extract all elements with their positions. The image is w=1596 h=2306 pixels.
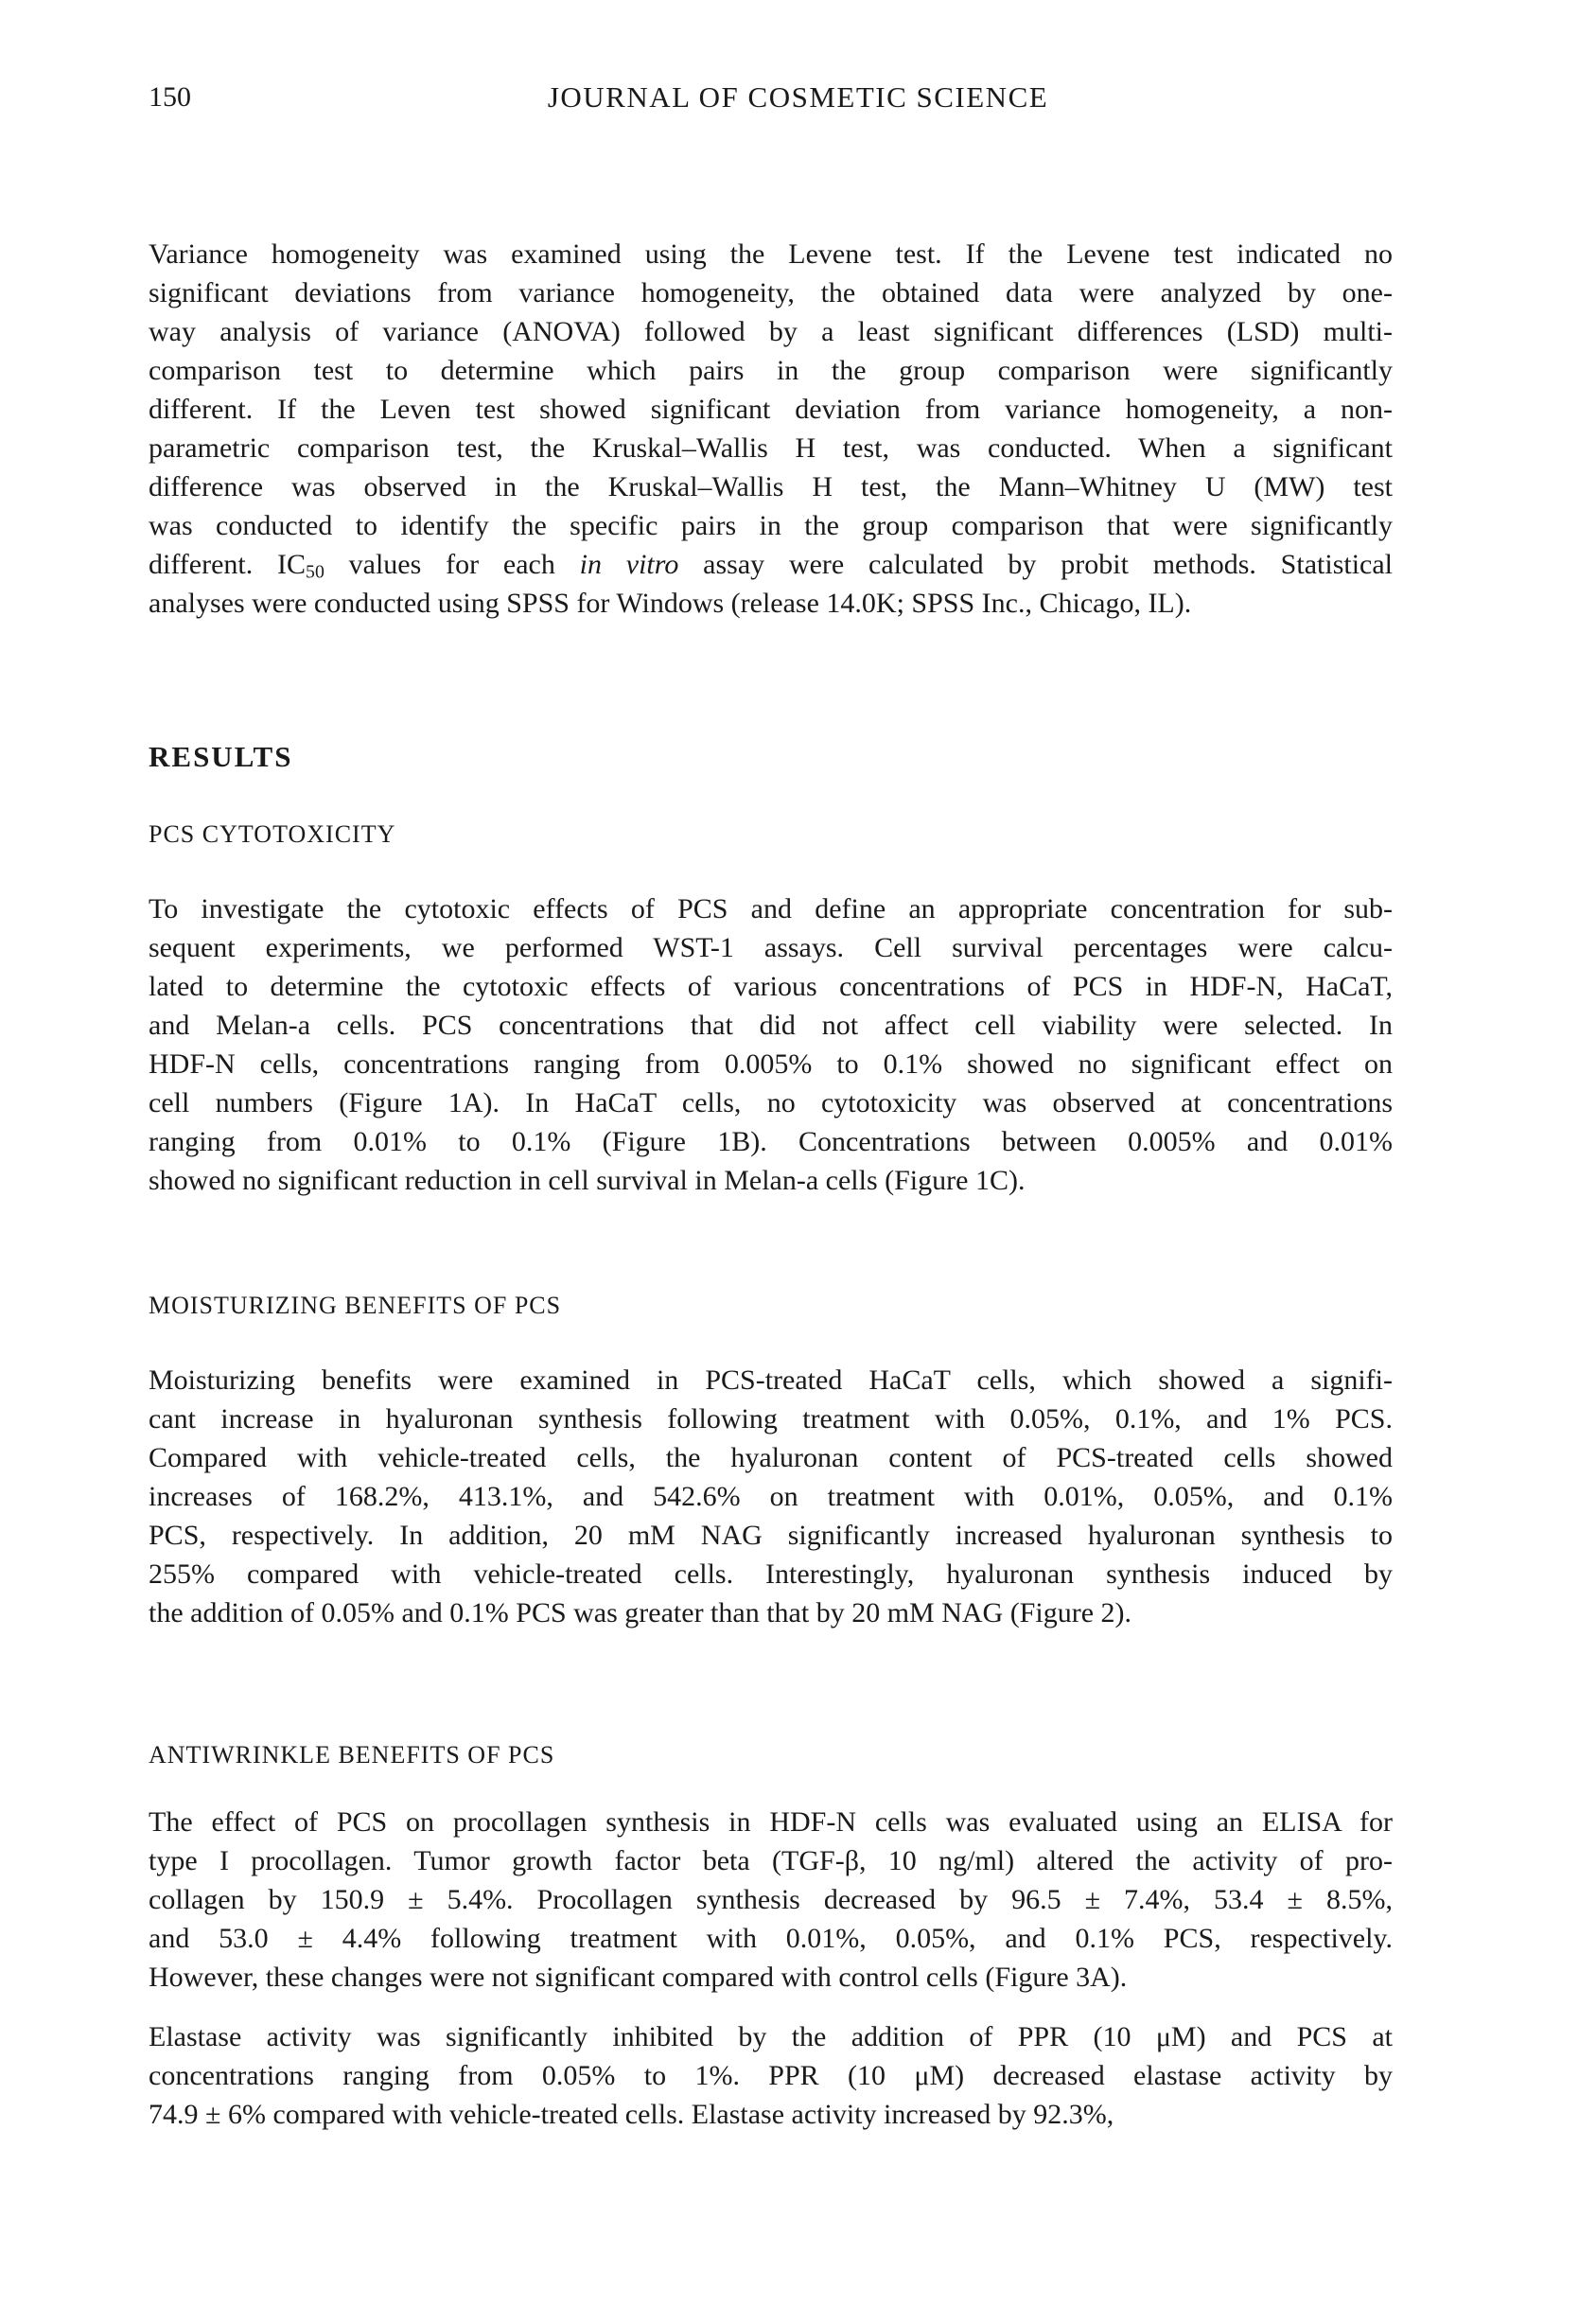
text-line: and 53.0 ± 4.4% following treatment with 0.01%, 0.05%, and 0.1% PCS, respectively. [149,1923,1393,1954]
running-head: JOURNAL OF COSMETIC SCIENCE [547,80,1049,114]
text-line: To investigate the cytotoxic effects of PCS and define an appropriate concentration for sub- [149,893,1393,924]
text-line: collagen by 150.9 ± 5.4%. Procollagen synthesis decreased by 96.5 ± 7.4%, 53.4 ± 8.5%, [149,1884,1393,1915]
text-line: increases of 168.2%, 413.1%, and 542.6% on treatment with 0.01%, 0.05%, and 0.1% [149,1481,1393,1512]
paragraph-pcs-cytotoxicity [149,889,1393,1200]
text-line: comparison test to determine which pairs in the group comparison were significantly [149,355,1393,386]
paragraph-antiwrinkle-procollagen [149,1803,1393,1997]
subheading-pcs-cytotoxicity: PCS CYTOTOXICITY [149,820,396,848]
page-number: 150 [149,81,191,113]
plain-text: different. IC [149,549,307,580]
paragraph-antiwrinkle-elastase [149,2017,1393,2134]
text-line: Variance homogeneity was examined using the Levene test. If the Levene test indicated no [149,238,1393,270]
text-line: way analysis of variance (ANOVA) followed by a least significant differences (LSD) multi- [149,316,1393,347]
text-line: Compared with vehicle-treated cells, the hyaluronan content of PCS-treated cells showed [149,1442,1393,1473]
subscript-text: 50 [306,561,324,583]
text-line: showed no significant reduction in cell survival in Melan-a cells (Figure 1C). [149,1165,1026,1196]
text-line: the addition of 0.05% and 0.1% PCS was greater than that by 20 mM NAG (Figure 2). [149,1597,1131,1628]
plain-text: assay were calculated by probit methods. Statistical [678,549,1393,580]
text-line: and Melan-a cells. PCS concentrations that did not affect cell viability were selected. In [149,1010,1393,1041]
text-line: ranging from 0.01% to 0.1% (Figure 1B). Concentrations between 0.005% and 0.01% [149,1126,1393,1157]
text-line: cell numbers (Figure 1A). In HaCaT cells, no cytotoxicity was observed at concentrations [149,1087,1393,1118]
text-line: analyses were conducted using SPSS for Windows (release 14.0K; SPSS Inc., Chicago, IL). [149,588,1192,619]
text-line: 74.9 ± 6% compared with vehicle-treated cells. Elastase activity increased by 92.3%, [149,2099,1114,2130]
subheading-antiwrinkle-benefits: ANTIWRINKLE BENEFITS OF PCS [149,1741,555,1769]
paragraph-moisturizing-benefits [149,1361,1393,1632]
text-line: HDF-N cells, concentrations ranging from 0.005% to 0.1% showed no significant effect on [149,1048,1393,1080]
text-line: was conducted to identify the specific pairs in the group comparison that were significantly [149,510,1393,541]
text-line: Moisturizing benefits were examined in PCS-treated HaCaT cells, which showed a signifi- [149,1364,1393,1396]
text-line: lated to determine the cytotoxic effects of various concentrations of PCS in HDF-N, HaCaT, [149,971,1393,1002]
text-line [149,545,1393,584]
text-line: concentrations ranging from 0.05% to 1%. PPR (10 μM) decreased elastase activity by [149,2060,1393,2091]
italic-text: in vitro [579,549,679,580]
text-line: Elastase activity was significantly inhibited by the addition of PPR (10 μM) and PCS at [149,2021,1393,2052]
text-line: different. If the Leven test showed significant deviation from variance homogeneity, a non- [149,394,1393,425]
paragraph-statistical-methods [149,235,1393,623]
text-line: significant deviations from variance homogeneity, the obtained data were analyzed by one- [149,277,1393,308]
plain-text: values for each [324,549,580,580]
page-header [0,81,1596,119]
text-line: 255% compared with vehicle-treated cells. Interestingly, hyaluronan synthesis induced by [149,1558,1393,1590]
text-line: sequent experiments, we performed WST-1 assays. Cell survival percentages were calcu- [149,932,1393,963]
text-line: PCS, respectively. In addition, 20 mM NAG significantly increased hyaluronan synthesis to [149,1520,1393,1551]
subheading-moisturizing-benefits: MOISTURIZING BENEFITS OF PCS [149,1292,562,1319]
text-line: type I procollagen. Tumor growth factor beta (TGF-β, 10 ng/ml) altered the activity of pro- [149,1845,1393,1876]
text-line: However, these changes were not significant compared with control cells (Figure 3A). [149,1962,1128,1993]
heading-results: RESULTS [149,740,293,773]
text-line: The effect of PCS on procollagen synthesis in HDF-N cells was evaluated using an ELISA for [149,1806,1393,1838]
text-line: cant increase in hyaluronan synthesis following treatment with 0.05%, 0.1%, and 1% PCS. [149,1403,1393,1435]
text-line: parametric comparison test, the Kruskal–Wallis H test, was conducted. When a significant [149,432,1393,464]
text-line: difference was observed in the Kruskal–Wallis H test, the Mann–Whitney U (MW) test [149,471,1393,502]
